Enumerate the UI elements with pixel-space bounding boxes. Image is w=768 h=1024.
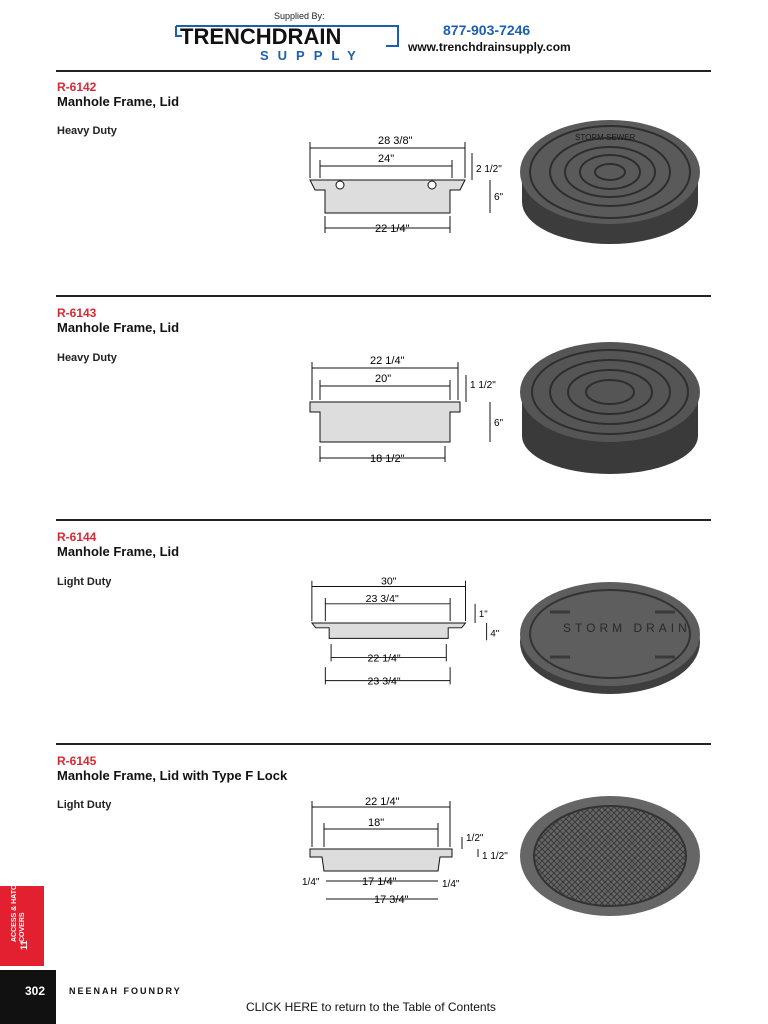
- supplied-by-label: Supplied By:: [274, 11, 325, 21]
- dim-right-b: 4": [490, 628, 500, 640]
- page-number: 302: [25, 984, 46, 998]
- dimension-drawing: [300, 575, 510, 695]
- phone-number[interactable]: 877-903-7246: [443, 22, 531, 38]
- product-duty: Heavy Duty: [57, 125, 117, 137]
- product-duty: Heavy Duty: [57, 352, 117, 364]
- product-sku: R-6142: [57, 80, 97, 94]
- dim-right-a: 1": [478, 609, 488, 621]
- section-divider: [56, 519, 711, 521]
- dim-right-a: 2 1/2": [476, 164, 502, 175]
- dimension-drawing: [300, 795, 510, 915]
- product-duty: Light Duty: [57, 576, 112, 588]
- manhole-cover-photo: [515, 336, 705, 476]
- product-title: Manhole Frame, Lid: [57, 544, 180, 559]
- section-number: 11: [19, 940, 29, 950]
- dim-right-a: 1/2": [466, 833, 484, 844]
- logo-top-text: TRENCHDRAIN: [180, 24, 342, 49]
- dim-top: 22 1/4": [365, 796, 400, 808]
- product-title: Manhole Frame, Lid: [57, 94, 180, 109]
- dim-mid: 18": [368, 817, 385, 829]
- lid-text: STORM SEWER: [575, 133, 636, 142]
- trenchdrain-logo: [172, 20, 402, 62]
- section-tab-divider: [0, 966, 44, 968]
- dimension-drawing: [300, 128, 510, 248]
- lid-text: STORM DRAIN: [563, 621, 691, 635]
- dim-right-b: 6": [494, 192, 504, 203]
- section-tab-label: ACCESS & HATCH COVERS: [11, 879, 26, 942]
- dim-right-b: 6": [494, 418, 504, 429]
- product-title: Manhole Frame, Lid with Type F Lock: [57, 768, 288, 783]
- dim-left: 1/4": [302, 877, 320, 888]
- dim-bottom-2: 17 3/4": [374, 894, 409, 906]
- dim-bottom-2: 23 3/4": [367, 675, 401, 688]
- website-link[interactable]: www.trenchdrainsupply.com: [408, 40, 571, 54]
- dim-top: 30": [381, 575, 397, 588]
- product-sku: R-6145: [57, 754, 97, 768]
- toc-link[interactable]: CLICK HERE: [246, 1000, 319, 1014]
- manhole-cover-photo: [515, 562, 705, 702]
- dim-mid: 23 3/4": [365, 592, 399, 605]
- dim-right-a: 1 1/2": [470, 380, 496, 391]
- toc-link-rest: to return to the Table of Contents: [318, 1000, 496, 1014]
- product-sku: R-6143: [57, 306, 97, 320]
- dim-right-b: 1 1/2": [482, 851, 508, 862]
- product-duty: Light Duty: [57, 799, 112, 811]
- dim-bottom: 18 1/2": [370, 453, 405, 465]
- dim-bottom: 17 1/4": [362, 876, 397, 888]
- manhole-cover-photo: [515, 110, 705, 250]
- product-title: Manhole Frame, Lid: [57, 320, 180, 335]
- toc-link-line: [246, 1000, 496, 1014]
- manhole-cover-photo: [515, 786, 705, 926]
- dimension-drawing: [300, 350, 510, 470]
- dim-mid: 24": [378, 153, 395, 165]
- logo-bottom-text: SUPPLY: [260, 48, 365, 62]
- section-divider: [56, 743, 711, 745]
- section-divider: [56, 295, 711, 297]
- dim-bottom: 22 1/4": [375, 223, 410, 235]
- product-sku: R-6144: [57, 530, 97, 544]
- dim-bottom: 22 1/4": [367, 652, 401, 665]
- dim-right-c: 1/4": [442, 879, 460, 890]
- dim-top: 22 1/4": [370, 355, 405, 367]
- dim-top: 28 3/8": [378, 135, 413, 147]
- header-divider: [56, 70, 711, 72]
- footer-brand: NEENAH FOUNDRY: [69, 986, 182, 996]
- dim-mid: 20": [375, 373, 392, 385]
